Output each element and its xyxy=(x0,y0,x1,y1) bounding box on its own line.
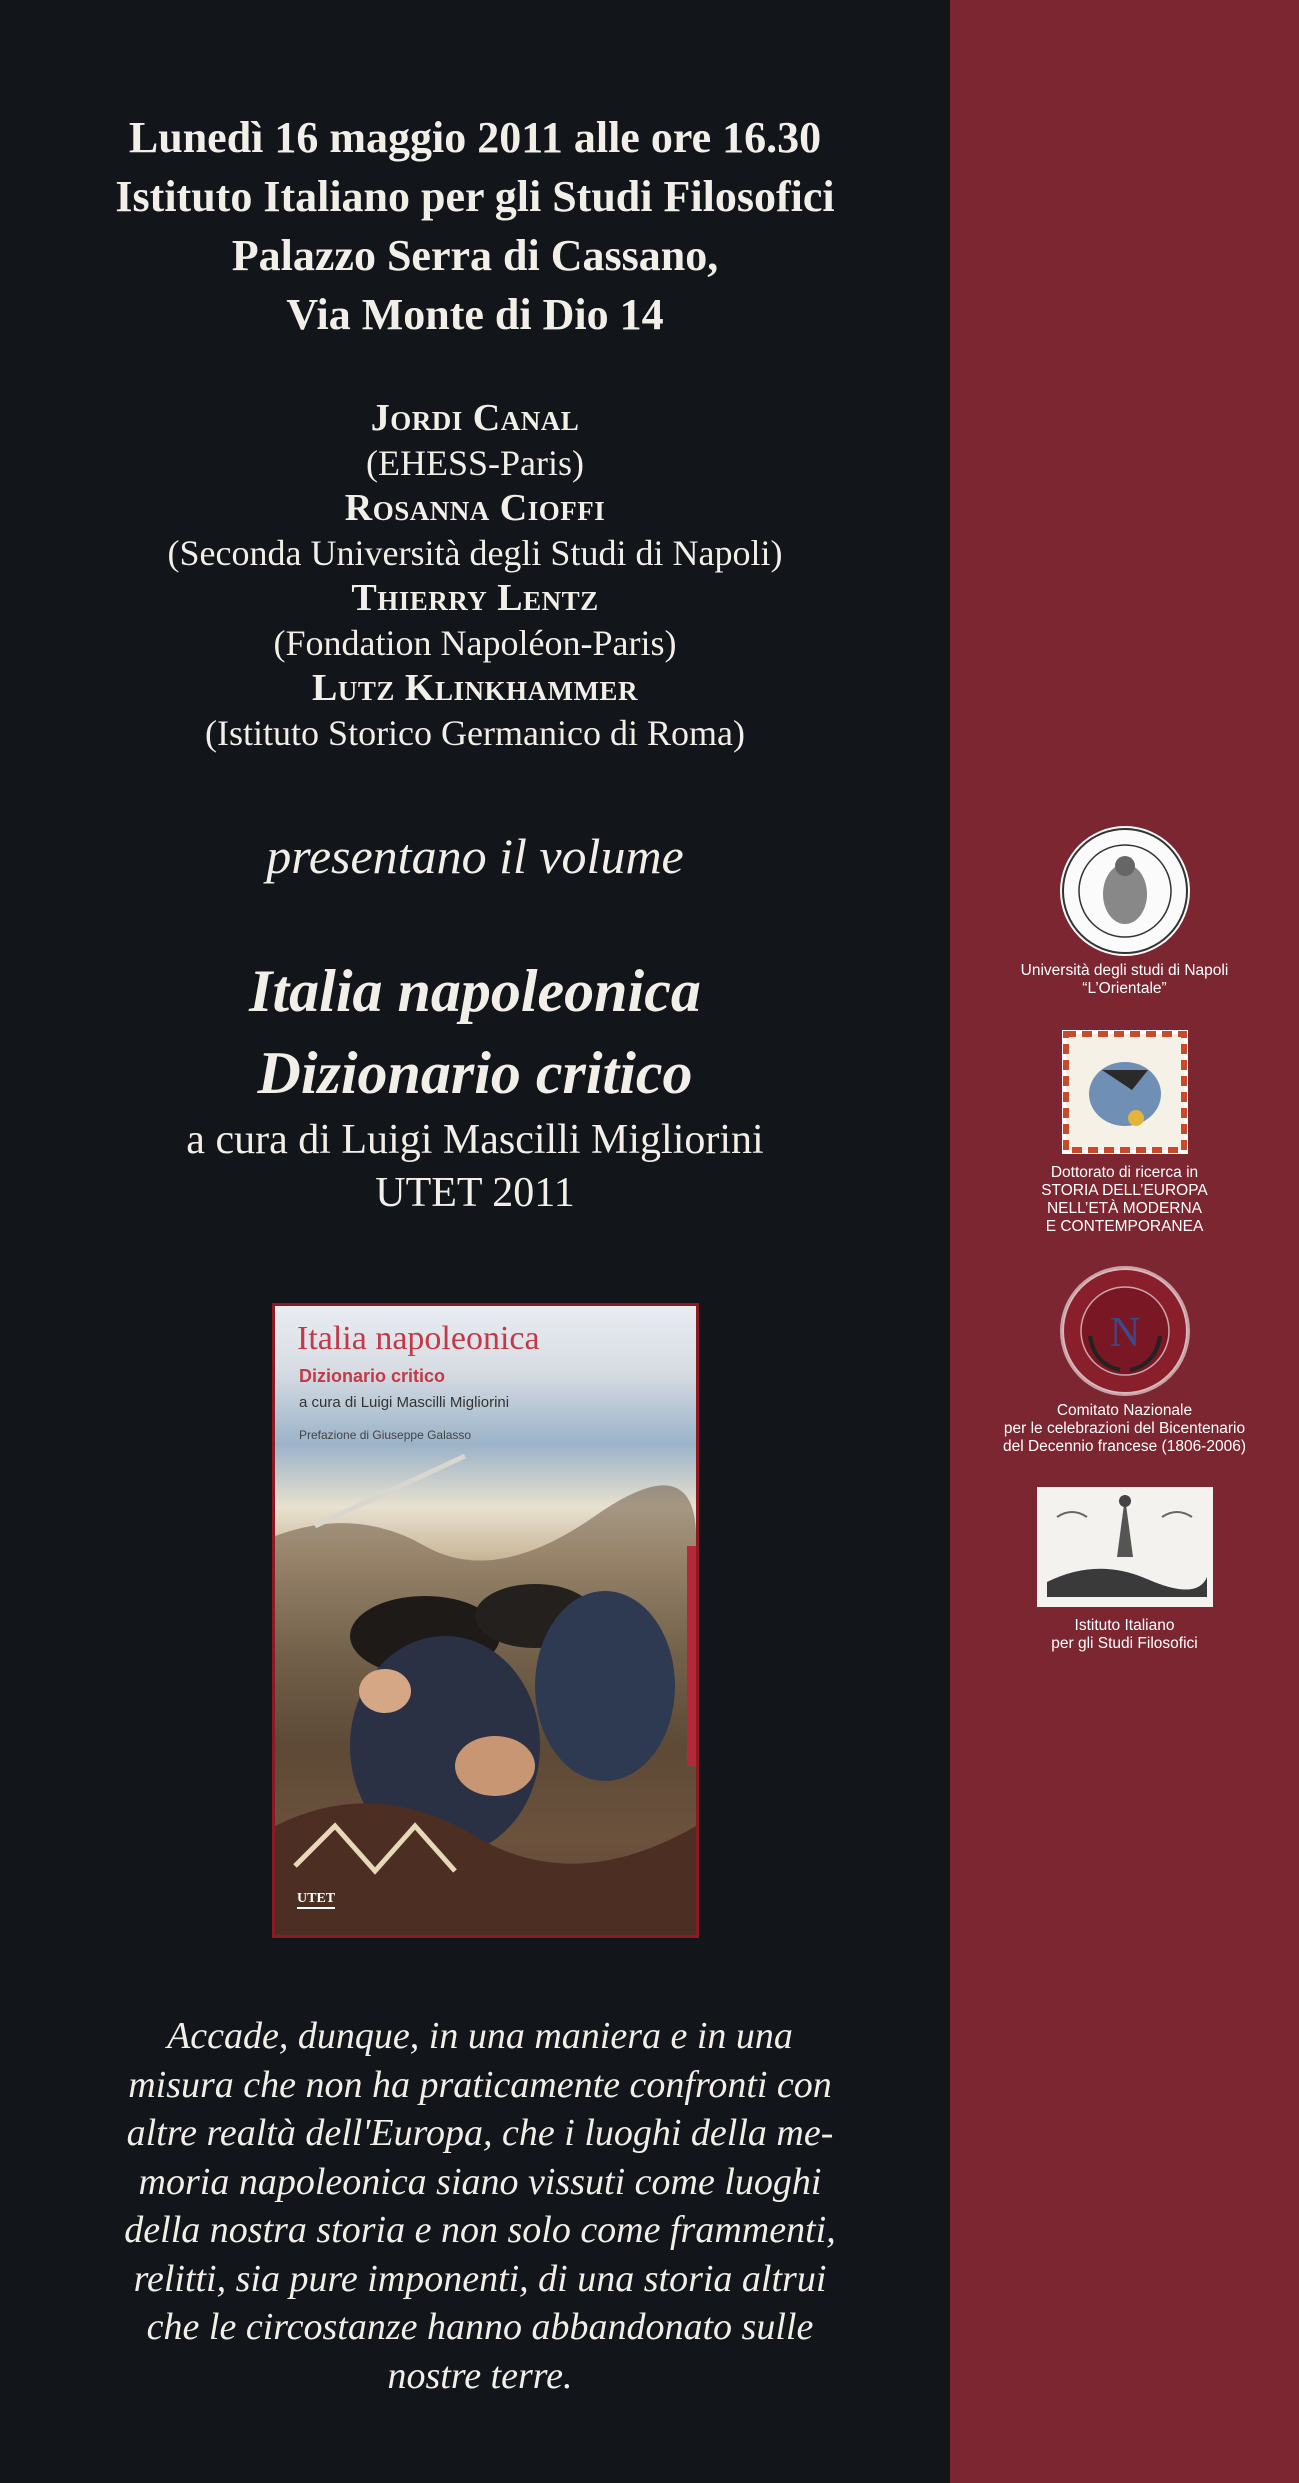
sponsor-istituto xyxy=(950,1487,1299,1653)
speaker-name: Lutz Klinkhammer xyxy=(312,667,638,709)
sponsor-caption: E CONTEMPORANEA xyxy=(1045,1218,1204,1235)
event-date: Lunedì 16 maggio 2011 alle ore 16.30 xyxy=(128,113,822,162)
quote-line: relitti, sia pure imponenti, di una storia altrui xyxy=(133,2257,827,2300)
sponsor-comitato xyxy=(950,1266,1299,1456)
venue-line-3: Via Monte di Dio 14 xyxy=(286,290,664,339)
doctorate-emblem-icon xyxy=(1062,1030,1188,1154)
quote-paragraph xyxy=(120,2012,840,2400)
speaker-list xyxy=(0,396,950,756)
sponsor-caption: Istituto Italiano xyxy=(1074,1617,1175,1634)
quote-line: nostre terre. xyxy=(387,2354,573,2397)
quote-line: che le circostanze hanno abbandonato sulle xyxy=(146,2306,814,2348)
presentano-label: presentano il volume xyxy=(266,828,684,884)
quote-line: della nostra storia e non solo come frammenti, xyxy=(124,2209,836,2251)
speaker-institution: (Istituto Storico Germanico di Roma) xyxy=(205,713,745,753)
event-header xyxy=(0,108,950,344)
cover-preface: Prefazione di Giuseppe Galasso xyxy=(299,1428,472,1442)
sponsor-caption: Università degli studi di Napoli xyxy=(1020,962,1229,979)
speaker-name: Rosanna Cioffi xyxy=(344,487,606,529)
cover-stripe xyxy=(687,1546,697,1766)
book-subtitle: Dizionario critico xyxy=(257,1040,693,1106)
speaker-name: Jordi Canal xyxy=(370,397,580,439)
cover-editor: a cura di Luigi Mascilli Migliorini xyxy=(299,1394,510,1411)
sponsor-caption: Comitato Nazionale xyxy=(1056,1402,1193,1419)
sponsor-caption: del Decennio francese (1806-2006) xyxy=(1003,1438,1246,1455)
sponsor-caption: per gli Studi Filosofici xyxy=(1051,1635,1198,1652)
university-seal-icon xyxy=(1060,826,1190,956)
sponsor-caption: per le celebrazioni del Bicentenario xyxy=(1003,1420,1246,1437)
sponsor-caption: NELL’ETÀ MODERNA xyxy=(1046,1200,1203,1217)
book-title: Italia napoleonica xyxy=(249,958,701,1024)
quote-line: moria napoleonica siano vissuti come luoghi xyxy=(138,2160,822,2203)
book-title-block xyxy=(0,950,950,1220)
book-cover-image xyxy=(272,1303,699,1938)
sponsor-caption: “L’Orientale” xyxy=(1082,980,1167,997)
cover-title: Italia napoleonica xyxy=(297,1320,540,1357)
speaker-institution: (Fondation Napoléon-Paris) xyxy=(273,623,677,663)
engraving-icon xyxy=(1037,1487,1213,1607)
sponsor-caption: Dottorato di ricerca in xyxy=(1050,1164,1199,1181)
venue-line-2: Palazzo Serra di Cassano, xyxy=(231,231,719,280)
quote-line: altre realtà dell'Europa, che i luoghi della me- xyxy=(126,2112,834,2154)
napoleon-n-crest-icon xyxy=(1060,1266,1190,1396)
quote-line: Accade, dunque, in una maniera e in una xyxy=(167,2015,793,2057)
speaker-institution: (EHESS-Paris) xyxy=(366,443,584,483)
svg-text:N: N xyxy=(1109,1310,1140,1356)
sponsor-sidebar xyxy=(950,0,1299,2483)
book-editor: a cura di Luigi Mascilli Migliorini xyxy=(186,1117,764,1163)
quote-line: misura che non ha praticamente confronti con xyxy=(128,2063,832,2106)
cover-subtitle: Dizionario critico xyxy=(299,1366,446,1386)
speaker-institution: (Seconda Università degli Studi di Napoli) xyxy=(167,533,783,573)
sponsor-orientale xyxy=(950,826,1299,998)
cover-publisher-logo: UTET xyxy=(297,1891,335,1909)
sponsor-dottorato xyxy=(950,1030,1299,1236)
book-publisher: UTET 2011 xyxy=(375,1170,575,1216)
sponsor-caption: STORIA DELL’EUROPA xyxy=(1041,1182,1208,1199)
venue-line-1: Istituto Italiano per gli Studi Filosofici xyxy=(115,172,835,221)
speaker-name: Thierry Lentz xyxy=(351,577,599,619)
